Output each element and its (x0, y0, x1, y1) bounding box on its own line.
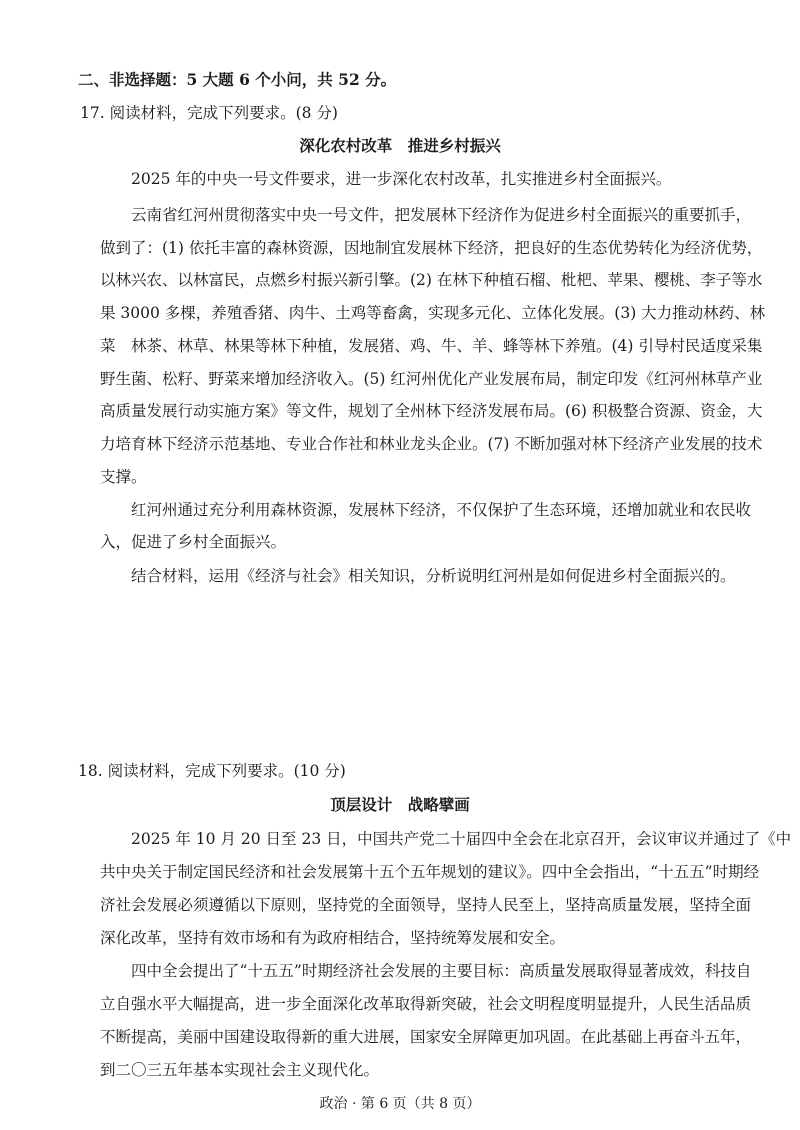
q18-line: 2025 年 10 月 20 日至 23 日，中国共产党二十届四中全会在北京召开，会议审议并通过了《中 (131, 830, 792, 848)
q17-line: 果 3000 多棵，养殖香猪、肉牛、土鸡等畜禽，实现多元化、立体化发展。(3) 大力推动林药、林 (100, 304, 766, 322)
q17-line: 高质量发展行动实施方案》等文件，规划了全州林下经济发展布局。(6) 积极整合资源、资金，大 (100, 402, 763, 420)
q17-line: 力培育林下经济示范基地、专业合作社和林业龙头企业。(7) 不断加强对林下经济产业发展的技术 (100, 435, 763, 453)
q18-line: 不断提高，美丽中国建设取得新的重大进展，国家安全屏障更加巩固。在此基础上再奋斗五年， (100, 1028, 752, 1046)
q18-line: 立自强水平大幅提高，进一步全面深化改革取得新突破，社会文明程度明显提升，人民生活品质 (100, 995, 752, 1013)
q17-line: 入，促进了乡村全面振兴。 (100, 533, 287, 551)
q17-task: 结合材料，运用《经济与社会》相关知识，分析说明红河州是如何促进乡村全面振兴的。 (131, 567, 736, 585)
q17-line: 做到了：(1) 依托丰富的森林资源，因地制宜发展林下经济，把良好的生态优势转化为经济优势， (100, 239, 763, 257)
section-header: 二、非选择题：5 大题 6 个小问，共 52 分。 (78, 70, 397, 89)
question-18-title: 顶层设计 战略擘画 (330, 795, 470, 814)
q17-line: 2025 年的中央一号文件要求，进一步深化农村改革，扎实推进乡村全面振兴。 (131, 170, 672, 188)
question-18-prompt: 18. 阅读材料，完成下列要求。(10 分) (78, 762, 346, 780)
question-17-title: 深化农村改革 推进乡村振兴 (299, 136, 501, 155)
page-footer: 政治 · 第 6 页（共 8 页） (319, 1096, 481, 1112)
q17-line: 红河州通过充分利用森林资源，发展林下经济，不仅保护了生态环境，还增加就业和农民收 (131, 501, 752, 519)
q18-line: 济社会发展必须遵循以下原则，坚持党的全面领导，坚持人民至上，坚持高质量发展，坚持全面 (100, 896, 752, 914)
q18-line: 四中全会提出了“十五五”时期经济社会发展的主要目标：高质量发展取得显著成效，科技自 (131, 962, 752, 980)
q18-line: 到二〇三五年基本实现社会主义现代化。 (100, 1061, 380, 1079)
q17-line: 支撑。 (100, 468, 147, 486)
q17-line: 菜 林茶、林草、林果等林下种植，发展猪、鸡、牛、羊、蜂等林下养殖。(4) 引导村民适度采集 (100, 337, 763, 355)
q17-line: 以林兴农、以林富民，点燃乡村振兴新引擎。(2) 在林下种植石榴、枇杷、苹果、樱桃、李子等水 (100, 271, 763, 289)
q18-line: 深化改革，坚持有效市场和有为政府相结合，坚持统筹发展和安全。 (100, 929, 566, 947)
question-17-prompt: 17. 阅读材料，完成下列要求。(8 分) (80, 104, 338, 122)
q17-line: 云南省红河州贯彻落实中央一号文件，把发展林下经济作为促进乡村全面振兴的重要抓手， (131, 206, 752, 224)
q17-line: 野生菌、松籽、野菜来增加经济收入。(5) 红河州优化产业发展布局，制定印发《红河州林草产业 (100, 370, 763, 388)
q18-line: 共中央关于制定国民经济和社会发展第十五个五年规划的建议》。四中全会指出，“十五五”时期经 (100, 863, 760, 881)
